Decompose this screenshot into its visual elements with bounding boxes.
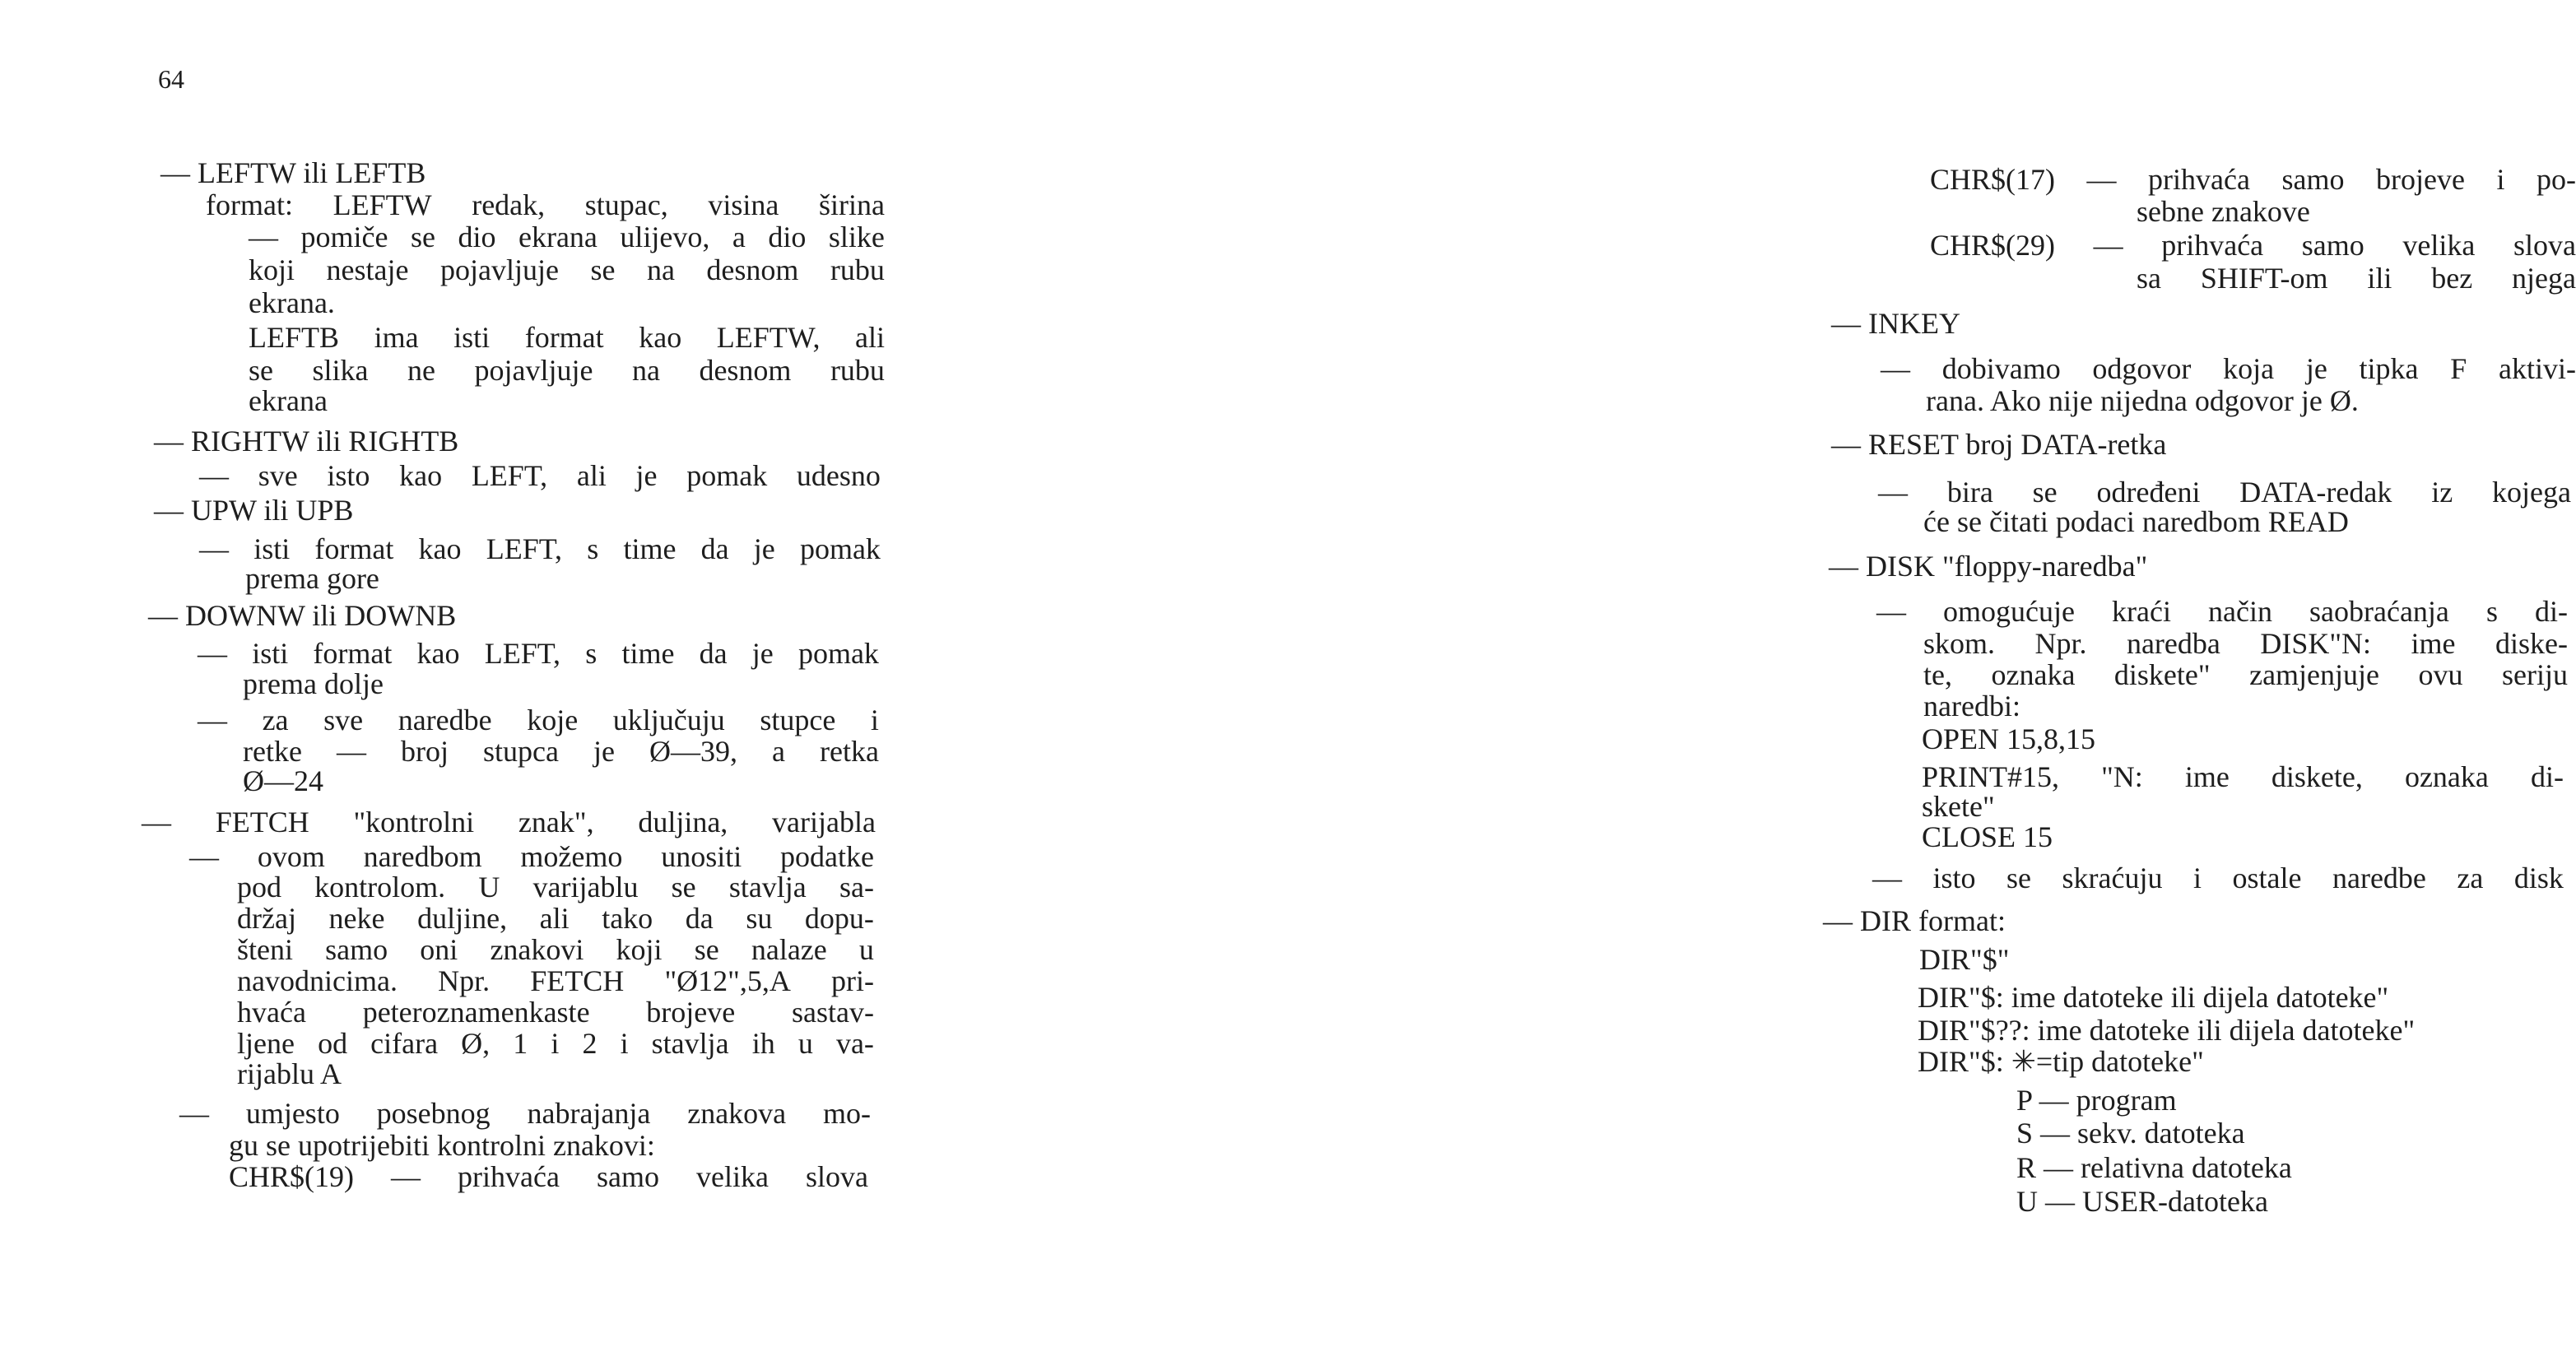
text-line: šteni samo oni znakovi koji se nalaze u <box>237 933 874 966</box>
text-line: prema dolje <box>243 667 384 700</box>
command-heading: — DIR format: <box>1823 904 2006 937</box>
command-heading: — RESET broj DATA-retka <box>1831 428 2167 461</box>
text-line: gu se upotrijebiti kontrolni znakovi: <box>229 1129 655 1162</box>
text-line: će se čitati podaci naredbom READ <box>1923 505 2349 538</box>
code-line: skete" <box>1922 790 1995 823</box>
command-heading: — RIGHTW ili RIGHTB <box>154 425 459 458</box>
text-line: navodnicima. Npr. FETCH "Ø12",5,A pri- <box>237 964 874 997</box>
text-line: — omogućuje kraći način saobraćanja s di- <box>1876 595 2568 628</box>
text-line: koji nestaje pojavljuje se na desnom rubu <box>249 253 885 286</box>
text-line: — pomiče se dio ekrana ulijevo, a dio slike <box>249 221 885 253</box>
command-heading: — DISK "floppy-naredba" <box>1829 550 2148 583</box>
text-line: držaj neke duljine, ali tako da su dopu- <box>237 902 874 935</box>
text-line: ljene od cifara Ø, 1 i 2 i stavlja ih u va- <box>237 1027 874 1060</box>
code-line: OPEN 15,8,15 <box>1922 722 2096 755</box>
file-type-item: P — program <box>2016 1084 2177 1117</box>
page-number: 64 <box>158 64 184 94</box>
command-heading: — INKEY <box>1831 307 1960 340</box>
code-line: CLOSE 15 <box>1922 820 2053 853</box>
text-line: prema gore <box>245 562 379 595</box>
text-line: te, oznaka diskete" zamjenjuje ovu seriju <box>1923 658 2568 691</box>
text-line: skom. Npr. naredba DISK"N: ime diske- <box>1923 627 2568 660</box>
text-line: ekrana <box>249 384 328 417</box>
text-line: hvaća peteroznamenkaste brojeve sastav- <box>237 996 874 1029</box>
text-line: — isto se skraćuju i ostale naredbe za disk <box>1872 862 2564 894</box>
text-line: — ovom naredbom možemo unositi podatke <box>189 840 874 873</box>
text-line: LEFTB ima isti format kao LEFTW, ali <box>249 321 885 354</box>
code-line: DIR"$" <box>1919 943 2010 976</box>
text-line: pod kontrolom. U varijablu se stavlja sa- <box>237 871 874 903</box>
text-line: naredbi: <box>1923 690 2020 722</box>
command-heading: — DOWNW ili DOWNB <box>148 599 457 632</box>
text-line: CHR$(29) — prihvaća samo velika slova <box>1930 229 2576 262</box>
text-line: — dobivamo odgovor koja je tipka F aktivi- <box>1881 352 2576 385</box>
text-line: rijablu A <box>237 1057 342 1090</box>
text-line: Ø—24 <box>243 764 323 797</box>
text-line: ekrana. <box>249 286 335 319</box>
text-line: rana. Ako nije nijedna odgovor je Ø. <box>1926 384 2359 417</box>
text-line: — za sve naredbe koje uključuju stupce i <box>198 704 879 736</box>
file-type-item: U — USER-datoteka <box>2016 1185 2268 1218</box>
file-type-item: R — relativna datoteka <box>2016 1151 2292 1184</box>
command-heading: — UPW ili UPB <box>154 494 354 527</box>
command-heading: — FETCH "kontrolni znak", duljina, varijabla <box>142 806 876 838</box>
code-line: PRINT#15, "N: ime diskete, oznaka di- <box>1922 760 2564 793</box>
text-line: — bira se određeni DATA-redak iz kojega <box>1878 476 2571 509</box>
text-line: — umjesto posebnog nabrajanja znakova mo- <box>179 1097 871 1130</box>
text-line: CHR$(19) — prihvaća samo velika slova <box>229 1160 868 1193</box>
text-line: se slika ne pojavljuje na desnom rubu <box>249 354 885 387</box>
code-line: DIR"$??: ime datoteke ili dijela datoteke" <box>1918 1014 2416 1047</box>
text-line: — LEFTW ili LEFTB <box>160 156 426 189</box>
code-line: DIR"$: ime datoteke ili dijela datoteke" <box>1918 981 2389 1014</box>
text-line: CHR$(17) — prihvaća samo brojeve i po- <box>1930 163 2576 196</box>
text-line: retke — broj stupca je Ø—39, a retka <box>243 735 879 768</box>
text-line: sa SHIFT-om ili bez njega <box>2137 262 2576 295</box>
text-line: — isti format kao LEFT, s time da je pomak <box>198 637 879 670</box>
text-line: — sve isto kao LEFT, ali je pomak udesno <box>199 459 881 492</box>
text-line: format: LEFTW redak, stupac, visina širina <box>206 188 885 221</box>
text-line: — isti format kao LEFT, s time da je pomak <box>199 532 881 565</box>
text-line: sebne znakove <box>2137 195 2310 228</box>
file-type-item: S — sekv. datoteka <box>2016 1117 2245 1150</box>
code-line: DIR"$: ✳=tip datoteke" <box>1918 1045 2204 1078</box>
